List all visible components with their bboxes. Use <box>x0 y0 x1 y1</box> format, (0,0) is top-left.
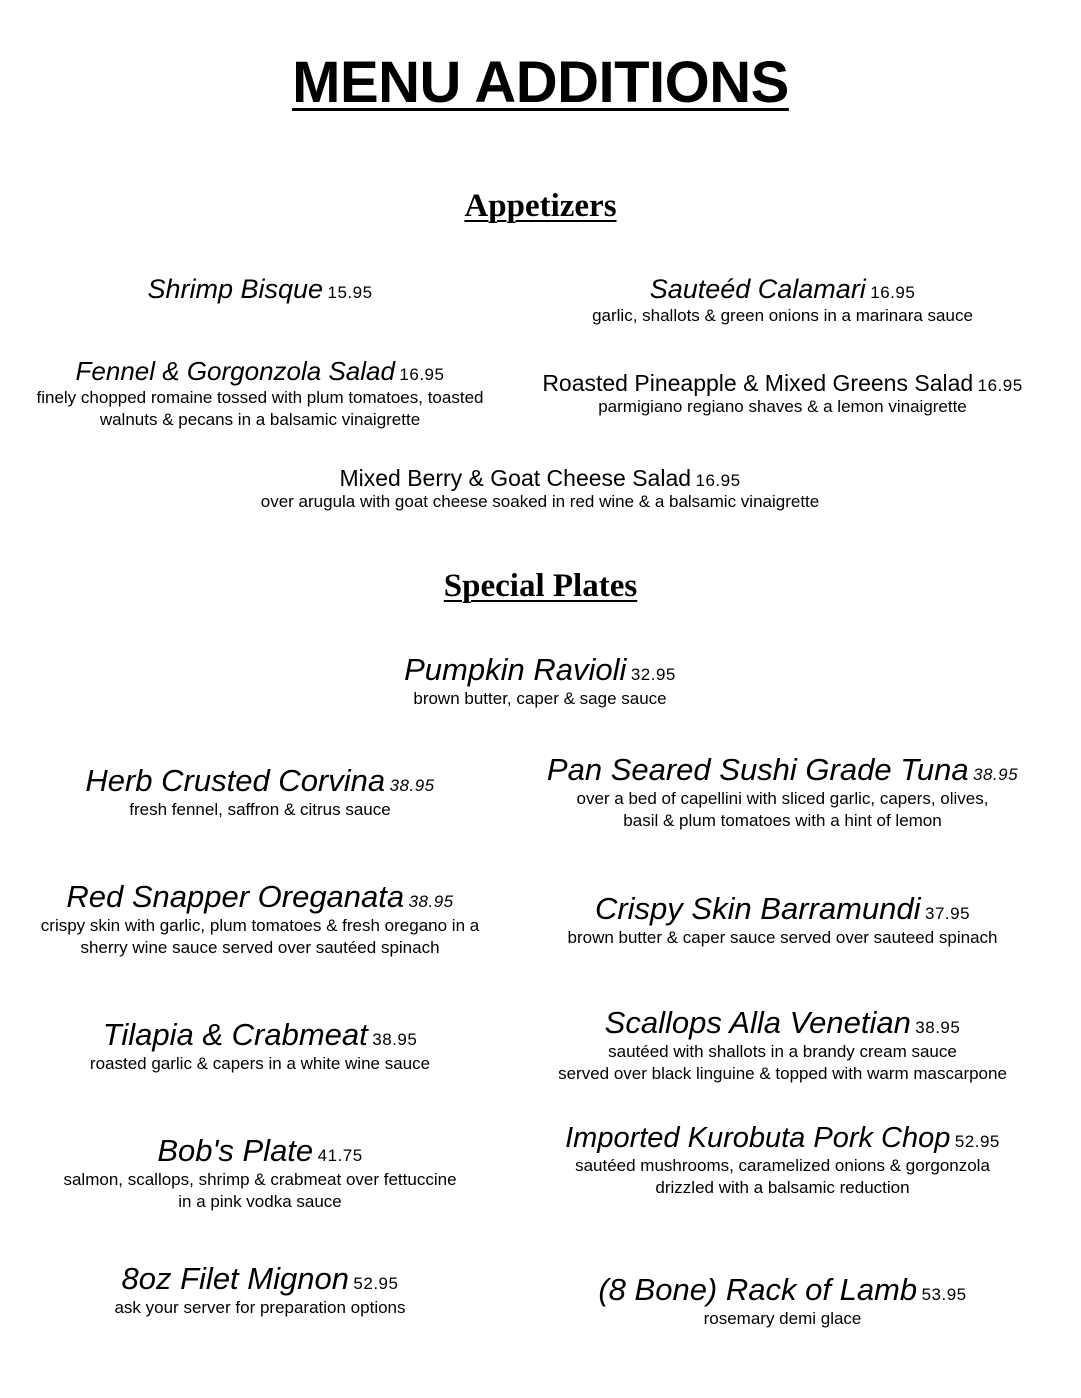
item-description-line-1: crispy skin with garlic, plum tomatoes & fresh oregano in a <box>40 915 480 935</box>
menu-item-crispy-skin-barramundi <box>530 891 1035 949</box>
item-name: Herb Crusted Corvina <box>85 763 386 798</box>
item-description-line-2: sherry wine sauce served over sautéed spinach <box>80 937 440 957</box>
item-description: brown butter & caper sauce served over sauteed spinach <box>567 927 998 947</box>
item-description: ask your server for preparation options <box>114 1297 406 1317</box>
item-name: Shrimp Bisque <box>147 274 324 304</box>
item-price: 16.95 <box>695 471 741 490</box>
item-name: Sauteéd Calamari <box>649 274 866 304</box>
item-description-line-2: in a pink vodka sauce <box>178 1191 342 1211</box>
item-description: brown butter, caper & sage sauce <box>413 688 667 708</box>
menu-item-mixed-berry-salad <box>140 465 940 513</box>
item-description-line-1: sautéed mushrooms, caramelized onions & gorgonzola <box>575 1156 990 1176</box>
item-name: Mixed Berry & Goat Cheese Salad <box>339 465 692 491</box>
menu-item-red-snapper-oreganata <box>10 879 510 959</box>
item-price: 16.95 <box>870 283 916 302</box>
item-price: 38.95 <box>408 892 454 911</box>
special-plates-heading <box>0 566 1081 606</box>
item-description: garlic, shallots & green onions in a marinara sauce <box>592 306 973 326</box>
item-name: Crispy Skin Barramundi <box>594 891 921 926</box>
item-name: (8 Bone) Rack of Lamb <box>598 1272 918 1307</box>
item-description: parmigiano regiano shaves & a lemon vinaigrette <box>598 397 967 417</box>
item-name: Roasted Pineapple & Mixed Greens Salad <box>542 370 974 396</box>
item-description-line-1: salmon, scallops, shrimp & crabmeat over fettuccine <box>63 1169 457 1189</box>
item-name: Fennel & Gorgonzola Salad <box>75 356 395 386</box>
menu-item-tilapia-crabmeat <box>10 1017 510 1075</box>
item-price: 38.95 <box>389 776 435 795</box>
item-name: Scallops Alla Venetian <box>604 1005 911 1040</box>
menu-item-sauteed-calamari <box>530 274 1035 327</box>
item-description: rosemary demi glace <box>703 1308 862 1328</box>
menu-item-filet-mignon <box>10 1261 510 1319</box>
item-description-line-2: walnuts & pecans in a balsamic vinaigrette <box>99 409 421 429</box>
item-price: 15.95 <box>327 283 373 302</box>
menu-item-herb-crusted-corvina <box>10 763 510 821</box>
item-description: over arugula with goat cheese soaked in red wine & a balsamic vinaigrette <box>260 492 820 512</box>
item-description-line-1: over a bed of capellini with sliced garlic, capers, olives, <box>576 788 989 808</box>
item-name: Imported Kurobuta Pork Chop <box>565 1122 951 1154</box>
item-description-line-2: served over black linguine & topped with warm mascarpone <box>558 1063 1007 1083</box>
menu-item-rack-of-lamb <box>530 1272 1035 1330</box>
appetizers-heading <box>0 186 1081 226</box>
item-price: 41.75 <box>317 1146 363 1165</box>
item-name: Pan Seared Sushi Grade Tuna <box>546 752 969 787</box>
item-description-line-1: sautéed with shallots in a brandy cream sauce <box>608 1041 957 1061</box>
item-price: 32.95 <box>630 665 676 684</box>
appetizers-heading-text: Appetizers <box>464 188 617 224</box>
menu-item-kurobuta-pork-chop <box>530 1122 1035 1199</box>
item-description-line-1: finely chopped romaine tossed with plum tomatoes, toasted <box>36 387 484 407</box>
item-price: 38.95 <box>915 1018 961 1037</box>
item-price: 16.95 <box>399 365 445 384</box>
item-price: 16.95 <box>977 376 1023 395</box>
page-title <box>0 48 1081 118</box>
item-price: 53.95 <box>921 1285 967 1304</box>
item-description-line-2: drizzled with a balsamic reduction <box>655 1178 910 1198</box>
item-name: Tilapia & Crabmeat <box>102 1017 368 1052</box>
item-description-line-2: basil & plum tomatoes with a hint of lemon <box>623 810 942 830</box>
menu-item-pumpkin-ravioli <box>140 652 940 710</box>
item-price: 52.95 <box>954 1132 1000 1151</box>
item-price: 38.95 <box>372 1030 418 1049</box>
item-price: 37.95 <box>925 904 971 923</box>
special-plates-heading-text: Special Plates <box>443 568 638 604</box>
item-price: 52.95 <box>353 1274 399 1293</box>
item-description: fresh fennel, saffron & citrus sauce <box>129 799 391 819</box>
page-title-text: MENU ADDITIONS <box>292 50 789 115</box>
item-name: 8oz Filet Mignon <box>121 1261 349 1296</box>
menu-item-scallops-alla-venetian <box>530 1005 1035 1085</box>
menu-item-bobs-plate <box>10 1133 510 1213</box>
menu-item-roasted-pineapple-salad <box>530 370 1035 418</box>
item-description: roasted garlic & capers in a white wine sauce <box>89 1053 431 1073</box>
menu-item-fennel-gorgonzola-salad <box>10 357 510 431</box>
item-price: 38.95 <box>973 765 1019 784</box>
item-name: Red Snapper Oreganata <box>66 879 405 914</box>
item-name: Pumpkin Ravioli <box>404 652 627 687</box>
menu-item-sushi-grade-tuna <box>530 752 1035 832</box>
menu-item-shrimp-bisque <box>10 274 510 305</box>
item-name: Bob's Plate <box>157 1133 314 1168</box>
